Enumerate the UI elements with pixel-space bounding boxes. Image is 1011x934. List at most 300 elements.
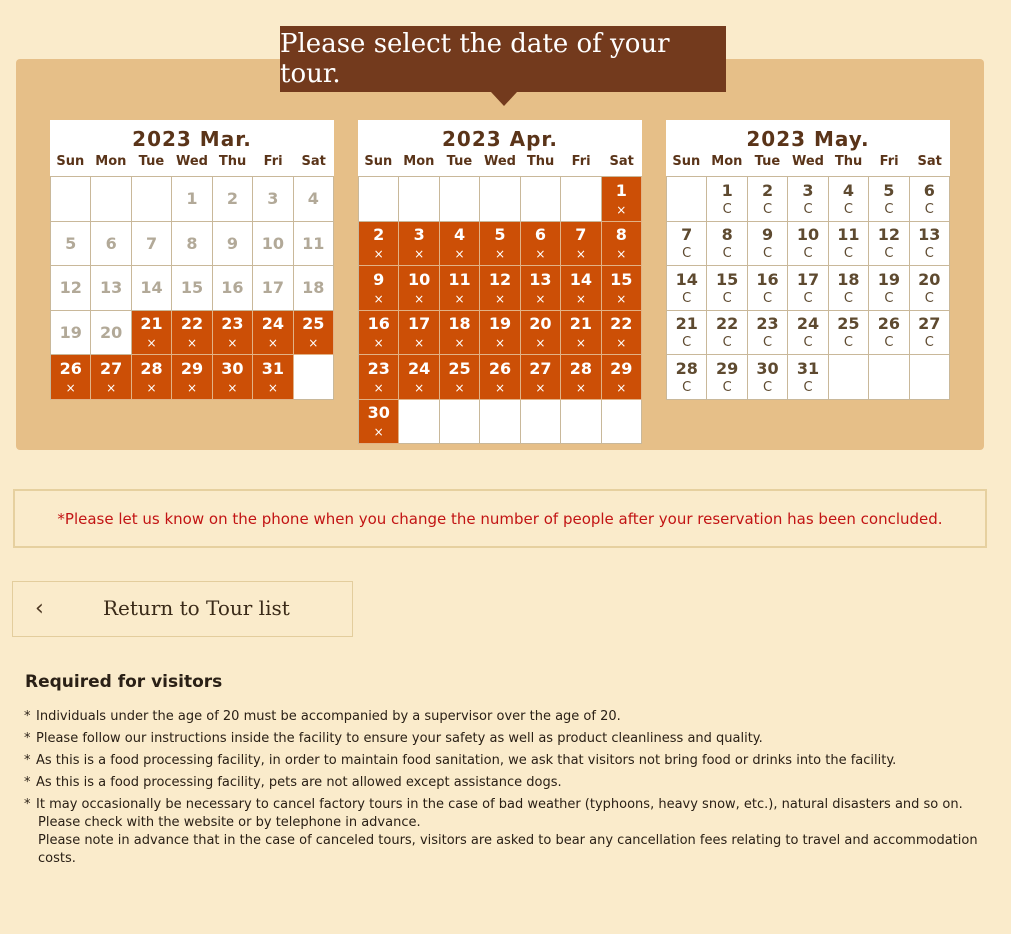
day-grid [50,176,334,400]
fully-booked-marker: × [616,247,627,262]
day-number: 16 [221,278,244,298]
day-number: 24 [796,314,820,334]
day-cell-past [132,266,172,311]
day-cell-past [91,266,131,311]
available-marker: C [924,290,934,306]
day-number: 13 [918,225,941,245]
available-marker: C [843,335,853,351]
day-cell-full [521,311,561,356]
available-marker: C [884,246,894,262]
day-cell-full [440,222,480,267]
fully-booked-marker: × [616,202,627,217]
weekday-label: Thu [526,154,555,169]
notice-text: *Please let us know on the phone when you change the number of people after your reservation has been concluded. [57,509,943,528]
day-number: 10 [408,269,431,289]
available-marker: C [884,335,894,351]
available-marker: C [682,379,692,395]
fully-booked-marker: × [494,247,506,262]
day-cell-full [172,355,212,400]
day-cell-full [51,355,91,400]
fully-booked-marker: × [454,291,465,306]
page-title: Please select the date of your tour. [280,26,726,92]
day-cell-avail[interactable] [829,311,869,356]
day-cell-full [440,266,480,311]
empty-day-cell [399,400,439,445]
day-number: 3 [267,189,279,209]
day-number: 9 [226,233,238,253]
day-cell-full [440,355,480,400]
day-cell-avail[interactable] [707,222,747,267]
weekday-label: Thu [834,154,863,169]
bullet-marker: * [24,731,31,746]
available-marker: C [884,290,894,306]
return-to-tour-list-button[interactable] [12,581,353,637]
day-cell-avail[interactable] [667,266,707,311]
day-number: 12 [488,269,512,289]
day-number: 8 [721,225,733,245]
day-cell-full [253,355,293,400]
day-number: 19 [59,322,82,342]
day-cell-full [602,222,642,267]
day-cell-avail[interactable] [910,177,950,222]
day-grid [358,176,642,444]
requirement-item [24,730,984,748]
day-number: 14 [569,269,592,289]
calendar-month-title: 2023 Mar. [132,127,252,151]
day-number: 7 [575,225,587,245]
fully-booked-marker: × [414,380,425,395]
day-number: 11 [448,269,471,289]
day-cell-full [132,311,172,356]
day-cell-avail[interactable] [707,266,747,311]
requirement-text: As this is a food processing facility, in order to maintain food sanitation, we ask that visitors not bring food or drinks into the facility. [36,753,897,768]
available-marker: C [803,246,813,262]
weekday-label: Wed [791,154,824,169]
empty-day-cell [869,355,909,400]
requirement-text: As this is a food processing facility, pets are not allowed except assistance dogs. [36,775,562,790]
empty-day-cell [359,177,399,222]
day-cell-avail[interactable] [788,311,828,356]
day-number: 11 [837,225,860,245]
day-number: 25 [302,314,325,334]
empty-day-cell [521,177,561,222]
day-cell-full [480,266,520,311]
day-number: 21 [140,314,163,334]
fully-booked-marker: × [186,380,198,395]
day-cell-avail[interactable] [707,177,747,222]
day-cell-full [399,266,439,311]
requirement-item [24,774,984,792]
day-cell-avail[interactable] [869,177,909,222]
day-number: 6 [923,180,935,200]
day-number: 24 [408,358,431,378]
day-cell-past [253,266,293,311]
day-number: 15 [610,269,633,289]
day-cell-avail[interactable] [748,266,788,311]
day-number: 30 [221,358,244,378]
day-cell-full [521,355,561,400]
weekday-label: Sun [56,154,85,169]
day-cell-avail[interactable] [707,355,747,400]
day-cell-avail[interactable] [869,222,909,267]
day-number: 7 [145,233,158,253]
day-cell-full [359,222,399,267]
day-cell-past [213,266,253,311]
bullet-marker: * [24,775,31,790]
requirement-item [24,796,984,868]
day-number: 1 [721,180,733,200]
available-marker: C [722,335,732,351]
day-number: 7 [681,225,693,245]
empty-day-cell [521,400,561,445]
requirements-list [24,708,984,872]
day-cell-full [602,177,642,222]
day-number: 13 [529,269,552,289]
day-number: 5 [883,180,895,200]
available-marker: C [722,290,732,306]
weekday-header [666,154,950,176]
day-cell-past [132,222,172,267]
day-number: 11 [302,233,325,253]
empty-day-cell [561,400,601,445]
weekday-label: Wed [175,154,208,169]
available-marker: C [843,290,853,306]
day-number: 4 [453,225,466,245]
available-marker: C [763,379,773,395]
day-number: 16 [756,269,779,289]
day-number: 28 [569,358,592,378]
requirement-item [24,708,984,726]
weekday-label: Tue [138,154,165,169]
requirement-text: Please check with the website or by telephone in advance. [38,815,421,830]
day-cell-full [480,222,520,267]
day-cell-past [213,222,253,267]
day-number: 24 [261,314,284,334]
day-number: 5 [65,233,77,253]
empty-day-cell [91,177,131,222]
day-number: 19 [877,269,900,289]
day-number: 18 [448,314,471,334]
day-cell-avail[interactable] [869,266,909,311]
day-number: 22 [180,314,204,334]
fully-booked-marker: × [373,380,384,395]
fully-booked-marker: × [414,291,425,306]
day-cell-full [359,400,399,445]
day-cell-past [294,266,334,311]
fully-booked-marker: × [575,247,586,262]
day-number: 31 [261,358,284,378]
day-number: 23 [756,314,779,334]
fully-booked-marker: × [494,291,506,306]
day-cell-past [91,311,131,356]
empty-day-cell [440,177,480,222]
day-number: 1 [186,189,198,209]
day-cell-past [172,266,212,311]
day-cell-avail[interactable] [829,222,869,267]
weekday-label: Fri [571,154,591,169]
available-marker: C [884,201,894,217]
day-cell-full [602,311,642,356]
return-button-label: Return to Tour list [103,596,290,620]
fully-booked-marker: × [373,291,384,306]
day-number: 21 [569,314,592,334]
available-marker: C [722,246,732,262]
available-marker: C [722,379,732,395]
fully-booked-marker: × [267,380,278,395]
requirements-title: Required for visitors [25,672,223,692]
day-cell-full [521,222,561,267]
day-number: 4 [307,189,319,209]
available-marker: C [722,201,732,217]
day-number: 18 [837,269,860,289]
fully-booked-marker: × [616,291,627,306]
calendar-month-title: 2023 Apr. [441,127,559,151]
requirement-text: Individuals under the age of 20 must be accompanied by a supervisor over the age of 20. [36,709,621,724]
day-number: 27 [918,314,941,334]
day-number: 3 [802,180,814,200]
weekday-header [358,154,642,176]
day-cell-avail[interactable] [910,222,950,267]
day-number: 9 [373,269,385,289]
day-cell-avail[interactable] [748,355,788,400]
weekday-label: Tue [446,154,473,169]
day-number: 20 [100,322,123,342]
weekday-label: Sat [609,154,634,169]
day-number: 18 [302,278,325,298]
day-cell-full [359,266,399,311]
day-number: 8 [615,225,627,245]
weekday-header [50,154,334,176]
day-cell-avail[interactable] [869,311,909,356]
weekday-label: Mon [95,154,127,169]
weekday-label: Mon [403,154,435,169]
day-number: 23 [367,358,390,378]
day-number: 29 [180,358,204,378]
empty-day-cell [667,177,707,222]
weekday-label: Sat [917,154,942,169]
fully-booked-marker: × [373,425,384,440]
fully-booked-marker: × [65,380,76,395]
empty-day-cell [910,355,950,400]
fully-booked-marker: × [454,380,465,395]
day-number: 17 [796,269,820,289]
day-cell-avail[interactable] [667,355,707,400]
day-cell-full [561,222,601,267]
day-cell-avail[interactable] [748,311,788,356]
day-number: 17 [408,314,431,334]
day-cell-avail[interactable] [788,222,828,267]
day-cell-full [213,311,253,356]
day-cell-full [602,266,642,311]
day-number: 22 [610,314,633,334]
fully-booked-marker: × [575,336,586,351]
day-cell-avail[interactable] [667,311,707,356]
fully-booked-marker: × [575,380,586,395]
fully-booked-marker: × [575,291,586,306]
day-number: 8 [186,233,198,253]
day-cell-full [132,355,172,400]
day-cell-avail[interactable] [748,177,788,222]
empty-day-cell [294,355,334,400]
day-cell-past [294,222,334,267]
day-cell-full [399,355,439,400]
day-cell-avail[interactable] [829,266,869,311]
available-marker: C [682,290,692,306]
day-number: 2 [373,225,385,245]
fully-booked-marker: × [373,247,384,262]
day-number: 28 [140,358,163,378]
bullet-marker: * [24,753,31,768]
empty-day-cell [399,177,439,222]
day-number: 17 [261,278,284,298]
day-cell-full [359,355,399,400]
day-number: 19 [488,314,512,334]
day-cell-full [213,355,253,400]
fully-booked-marker: × [616,380,627,395]
fully-booked-marker: × [494,336,506,351]
fully-booked-marker: × [616,336,627,351]
day-cell-full [399,222,439,267]
day-grid [666,176,950,400]
day-number: 25 [448,358,471,378]
empty-day-cell [132,177,172,222]
weekday-label: Sun [672,154,701,169]
fully-booked-marker: × [414,336,425,351]
fully-booked-marker: × [106,380,117,395]
day-number: 20 [918,269,941,289]
empty-day-cell [561,177,601,222]
available-marker: C [803,290,813,306]
available-marker: C [763,335,773,351]
day-cell-full [253,311,293,356]
available-marker: C [843,246,853,262]
day-number: 14 [140,278,163,298]
calendar-month-title: 2023 May. [746,127,870,151]
day-cell-avail[interactable] [788,355,828,400]
day-number: 30 [756,358,779,378]
available-marker: C [763,290,773,306]
fully-booked-marker: × [535,291,546,306]
fully-booked-marker: × [146,380,157,395]
day-number: 28 [675,358,698,378]
available-marker: C [763,201,773,217]
day-cell-full [602,355,642,400]
weekday-label: Thu [218,154,247,169]
weekday-label: Fri [879,154,899,169]
day-cell-past [294,177,334,222]
day-number: 27 [529,358,552,378]
day-number: 21 [675,314,698,334]
available-marker: C [924,335,934,351]
day-number: 14 [675,269,698,289]
day-cell-full [172,311,212,356]
day-number: 29 [610,358,633,378]
day-number: 15 [180,278,204,298]
chevron-left-icon: ‹ [35,596,44,621]
day-cell-avail[interactable] [748,222,788,267]
requirement-text: It may occasionally be necessary to cancel factory tours in the case of bad weather (typhoons, heavy snow, etc.), natural disasters and so on. [36,797,963,812]
requirement-text: Please follow our instructions inside the facility to ensure your safety as well as product cleanliness and quality. [36,731,763,746]
fully-booked-marker: × [535,336,546,351]
available-marker: C [803,201,813,217]
day-number: 6 [105,233,117,253]
day-number: 29 [716,358,739,378]
weekday-label: Tue [754,154,781,169]
fully-booked-marker: × [414,247,425,262]
day-cell-past [91,222,131,267]
day-number: 27 [100,358,123,378]
fully-booked-marker: × [494,380,506,395]
fully-booked-marker: × [227,336,238,351]
day-cell-full [91,355,131,400]
day-cell-avail[interactable] [788,177,828,222]
day-cell-full [561,355,601,400]
fully-booked-marker: × [454,336,465,351]
day-cell-avail[interactable] [910,311,950,356]
day-cell-avail[interactable] [829,177,869,222]
day-cell-full [399,311,439,356]
day-number: 12 [877,225,900,245]
requirement-item [24,752,984,770]
available-marker: C [924,246,934,262]
fully-booked-marker: × [227,380,238,395]
day-cell-past [51,266,91,311]
day-number: 3 [413,225,425,245]
day-cell-avail[interactable] [707,311,747,356]
day-cell-past [51,311,91,356]
day-number: 10 [796,225,820,245]
empty-day-cell [440,400,480,445]
fully-booked-marker: × [373,336,384,351]
day-cell-past [253,177,293,222]
fully-booked-marker: × [454,247,465,262]
day-number: 2 [226,189,238,209]
day-cell-past [172,222,212,267]
day-number: 9 [761,225,774,245]
fully-booked-marker: × [186,336,198,351]
day-number: 2 [761,180,774,200]
day-number: 4 [842,180,854,200]
day-number: 26 [877,314,900,334]
day-number: 30 [367,403,390,423]
available-marker: C [682,335,692,351]
day-number: 20 [529,314,552,334]
requirement-text: Please note in advance that in the case of canceled tours, visitors are asked to bear any cancellation fees relating to travel and accommodation costs. [38,833,978,866]
day-number: 6 [534,225,546,245]
day-number: 26 [59,358,82,378]
calendar-may [666,120,950,400]
day-cell-avail[interactable] [788,266,828,311]
day-cell-avail[interactable] [667,222,707,267]
day-number: 26 [488,358,512,378]
day-number: 31 [796,358,820,378]
day-cell-avail[interactable] [910,266,950,311]
calendar-march [50,120,334,400]
fully-booked-marker: × [535,380,546,395]
notice-box [13,489,987,548]
fully-booked-marker: × [146,336,157,351]
empty-day-cell [480,177,520,222]
fully-booked-marker: × [308,336,319,351]
available-marker: C [803,379,813,395]
weekday-label: Mon [711,154,743,169]
day-cell-full [294,311,334,356]
day-cell-past [213,177,253,222]
day-number: 15 [716,269,739,289]
day-number: 25 [837,314,860,334]
bullet-marker: * [24,709,31,724]
day-number: 22 [716,314,739,334]
